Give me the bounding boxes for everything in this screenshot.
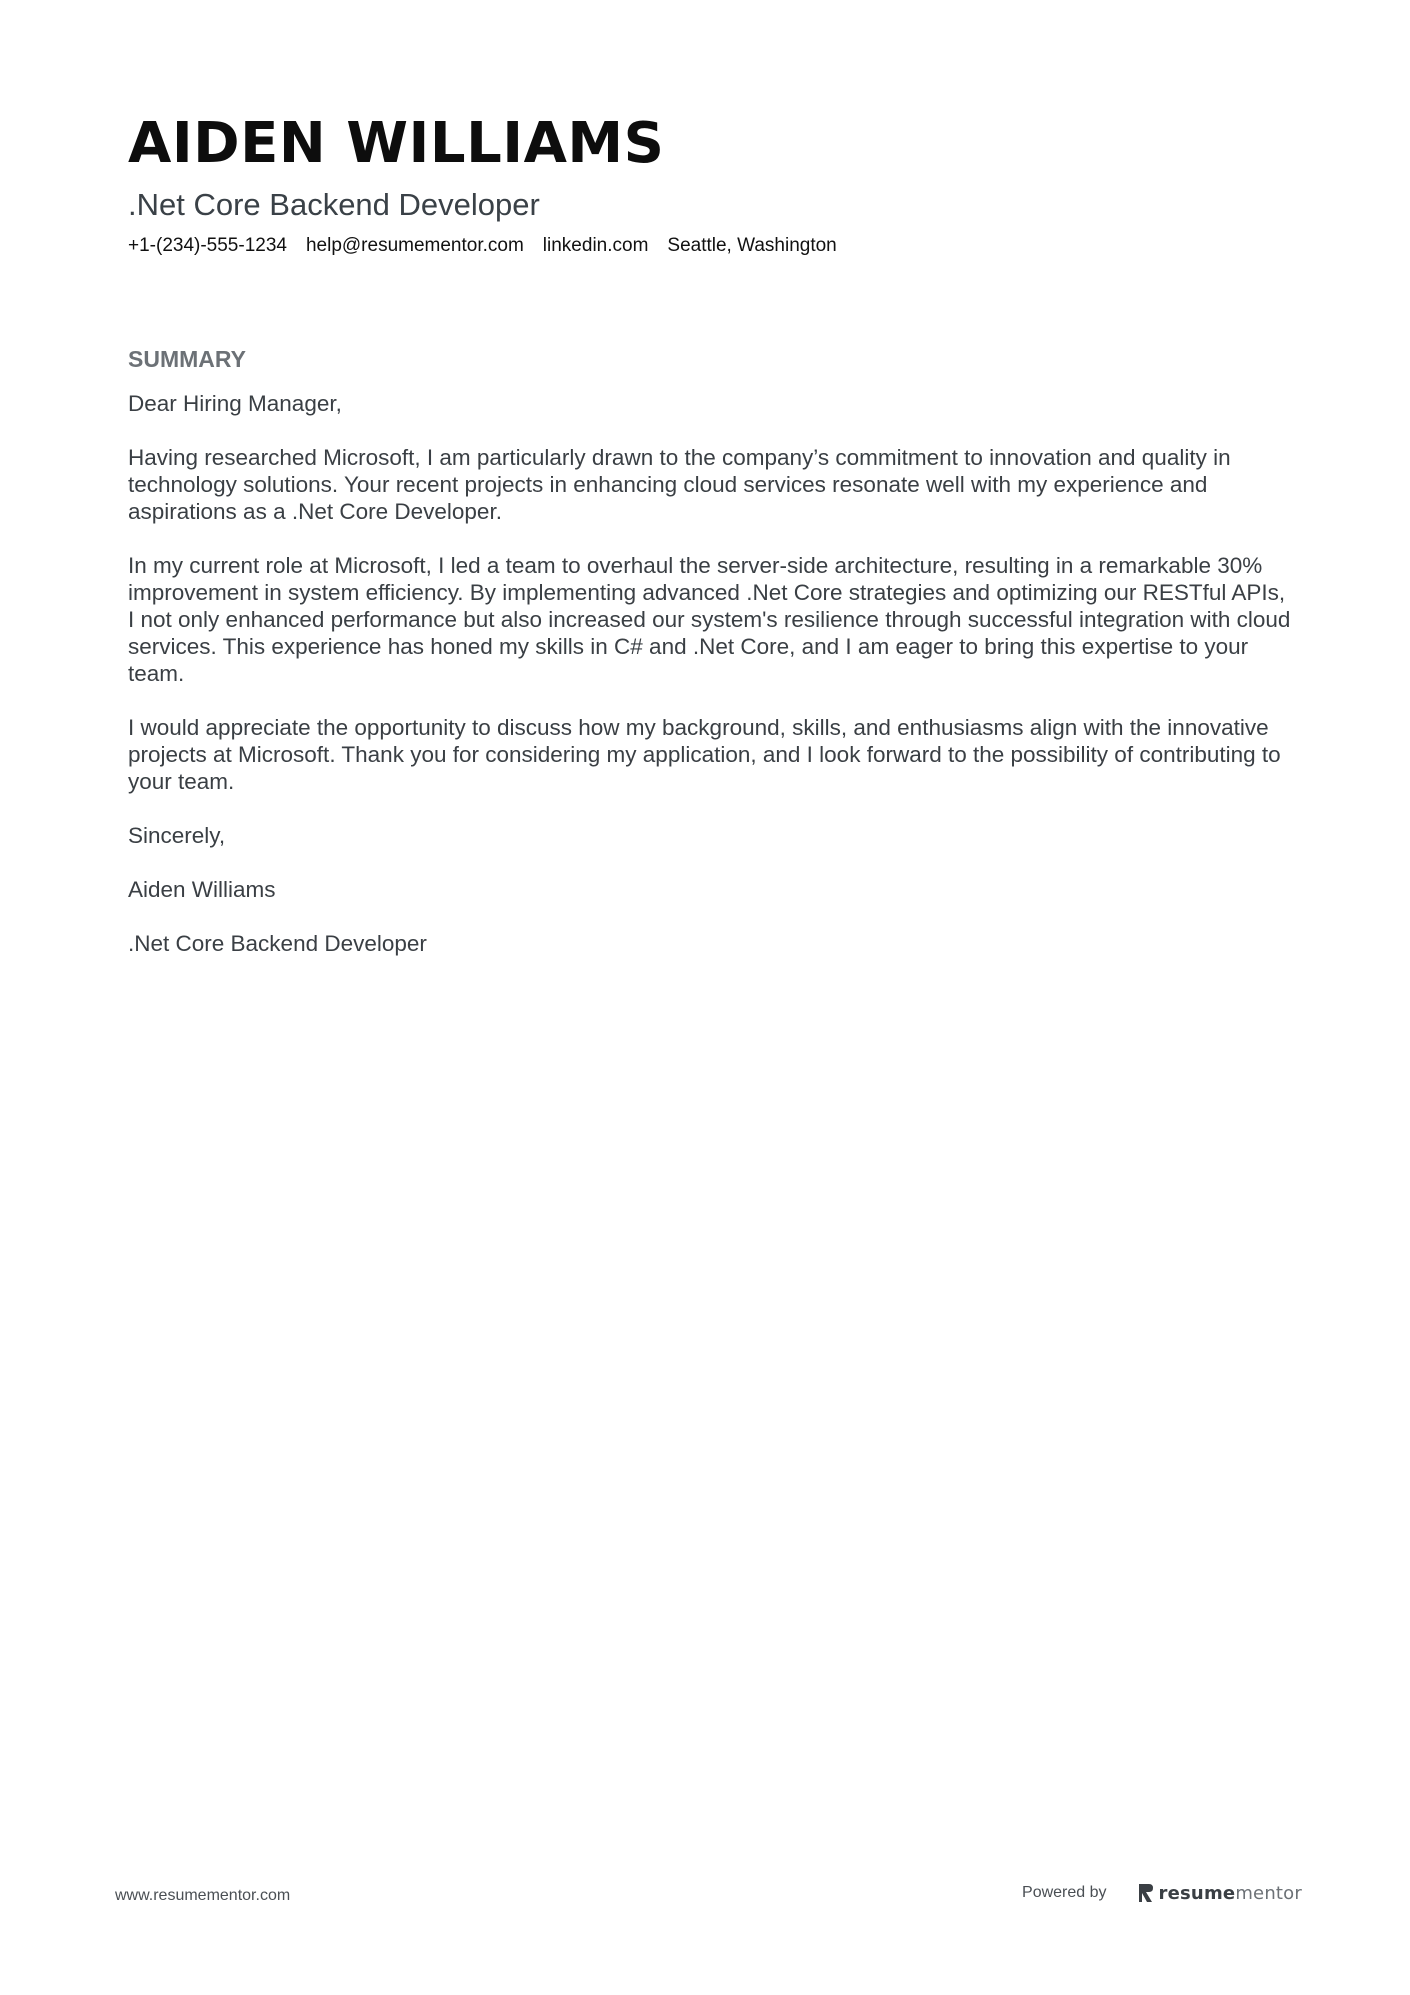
contact-info <box>128 234 1288 258</box>
letter-body <box>128 344 1293 984</box>
logo-text-mentor: mentor <box>1235 1882 1302 1904</box>
applicant-name: AIDEN WILLIAMS <box>128 111 665 176</box>
sign-off: Sincerely, <box>128 823 226 848</box>
footer-website-link[interactable]: www.resumementor.com <box>115 1887 291 1904</box>
powered-by-label: Powered by <box>1022 1884 1107 1901</box>
paragraph-closing: I would appreciate the opportunity to discuss how my background, skills, and enthusiasms align with the innovative projects at Microsoft. Thank you for considering my application, and I look forward to the possibility of contributing to your team. <box>128 715 1281 794</box>
section-heading-summary: SUMMARY <box>128 346 246 372</box>
email-address[interactable]: help@resumementor.com <box>305 235 524 256</box>
signature-name: Aiden Williams <box>128 877 276 902</box>
paragraph-intro: Having researched Microsoft, I am particularly drawn to the company’s commitment to innovation and quality in technology solutions. Your recent projects in enhancing cloud services resonate well with my experience and aspirations as a .Net Core Developer. <box>128 445 1231 524</box>
resumementor-logo[interactable] <box>1137 1882 1302 1904</box>
location: Seattle, Washington <box>667 235 837 256</box>
paragraph-experience: In my current role at Microsoft, I led a team to overhaul the server-side architecture, resulting in a remarkable 30% improvement in system efficiency. By implementing advanced .Net Core strategies and optimizing our RESTful APIs, I not only enhanced performance but also increased our system's resilience through successful integration with cloud services. This experience has honed my skills in C# and .Net Core, and I am eager to bring this expertise to your team. <box>128 553 1291 686</box>
logo-text-resume: resume <box>1158 1882 1236 1904</box>
phone-number: +1-(234)-555-1234 <box>128 235 287 256</box>
salutation: Dear Hiring Manager, <box>128 391 342 416</box>
linkedin-link[interactable]: linkedin.com <box>542 235 649 256</box>
footer-brand <box>1022 1882 1302 1904</box>
job-title: .Net Core Backend Developer <box>128 187 540 222</box>
resumementor-logo-icon <box>1137 1882 1155 1904</box>
signature-title: .Net Core Backend Developer <box>128 931 427 956</box>
header <box>128 108 1288 258</box>
